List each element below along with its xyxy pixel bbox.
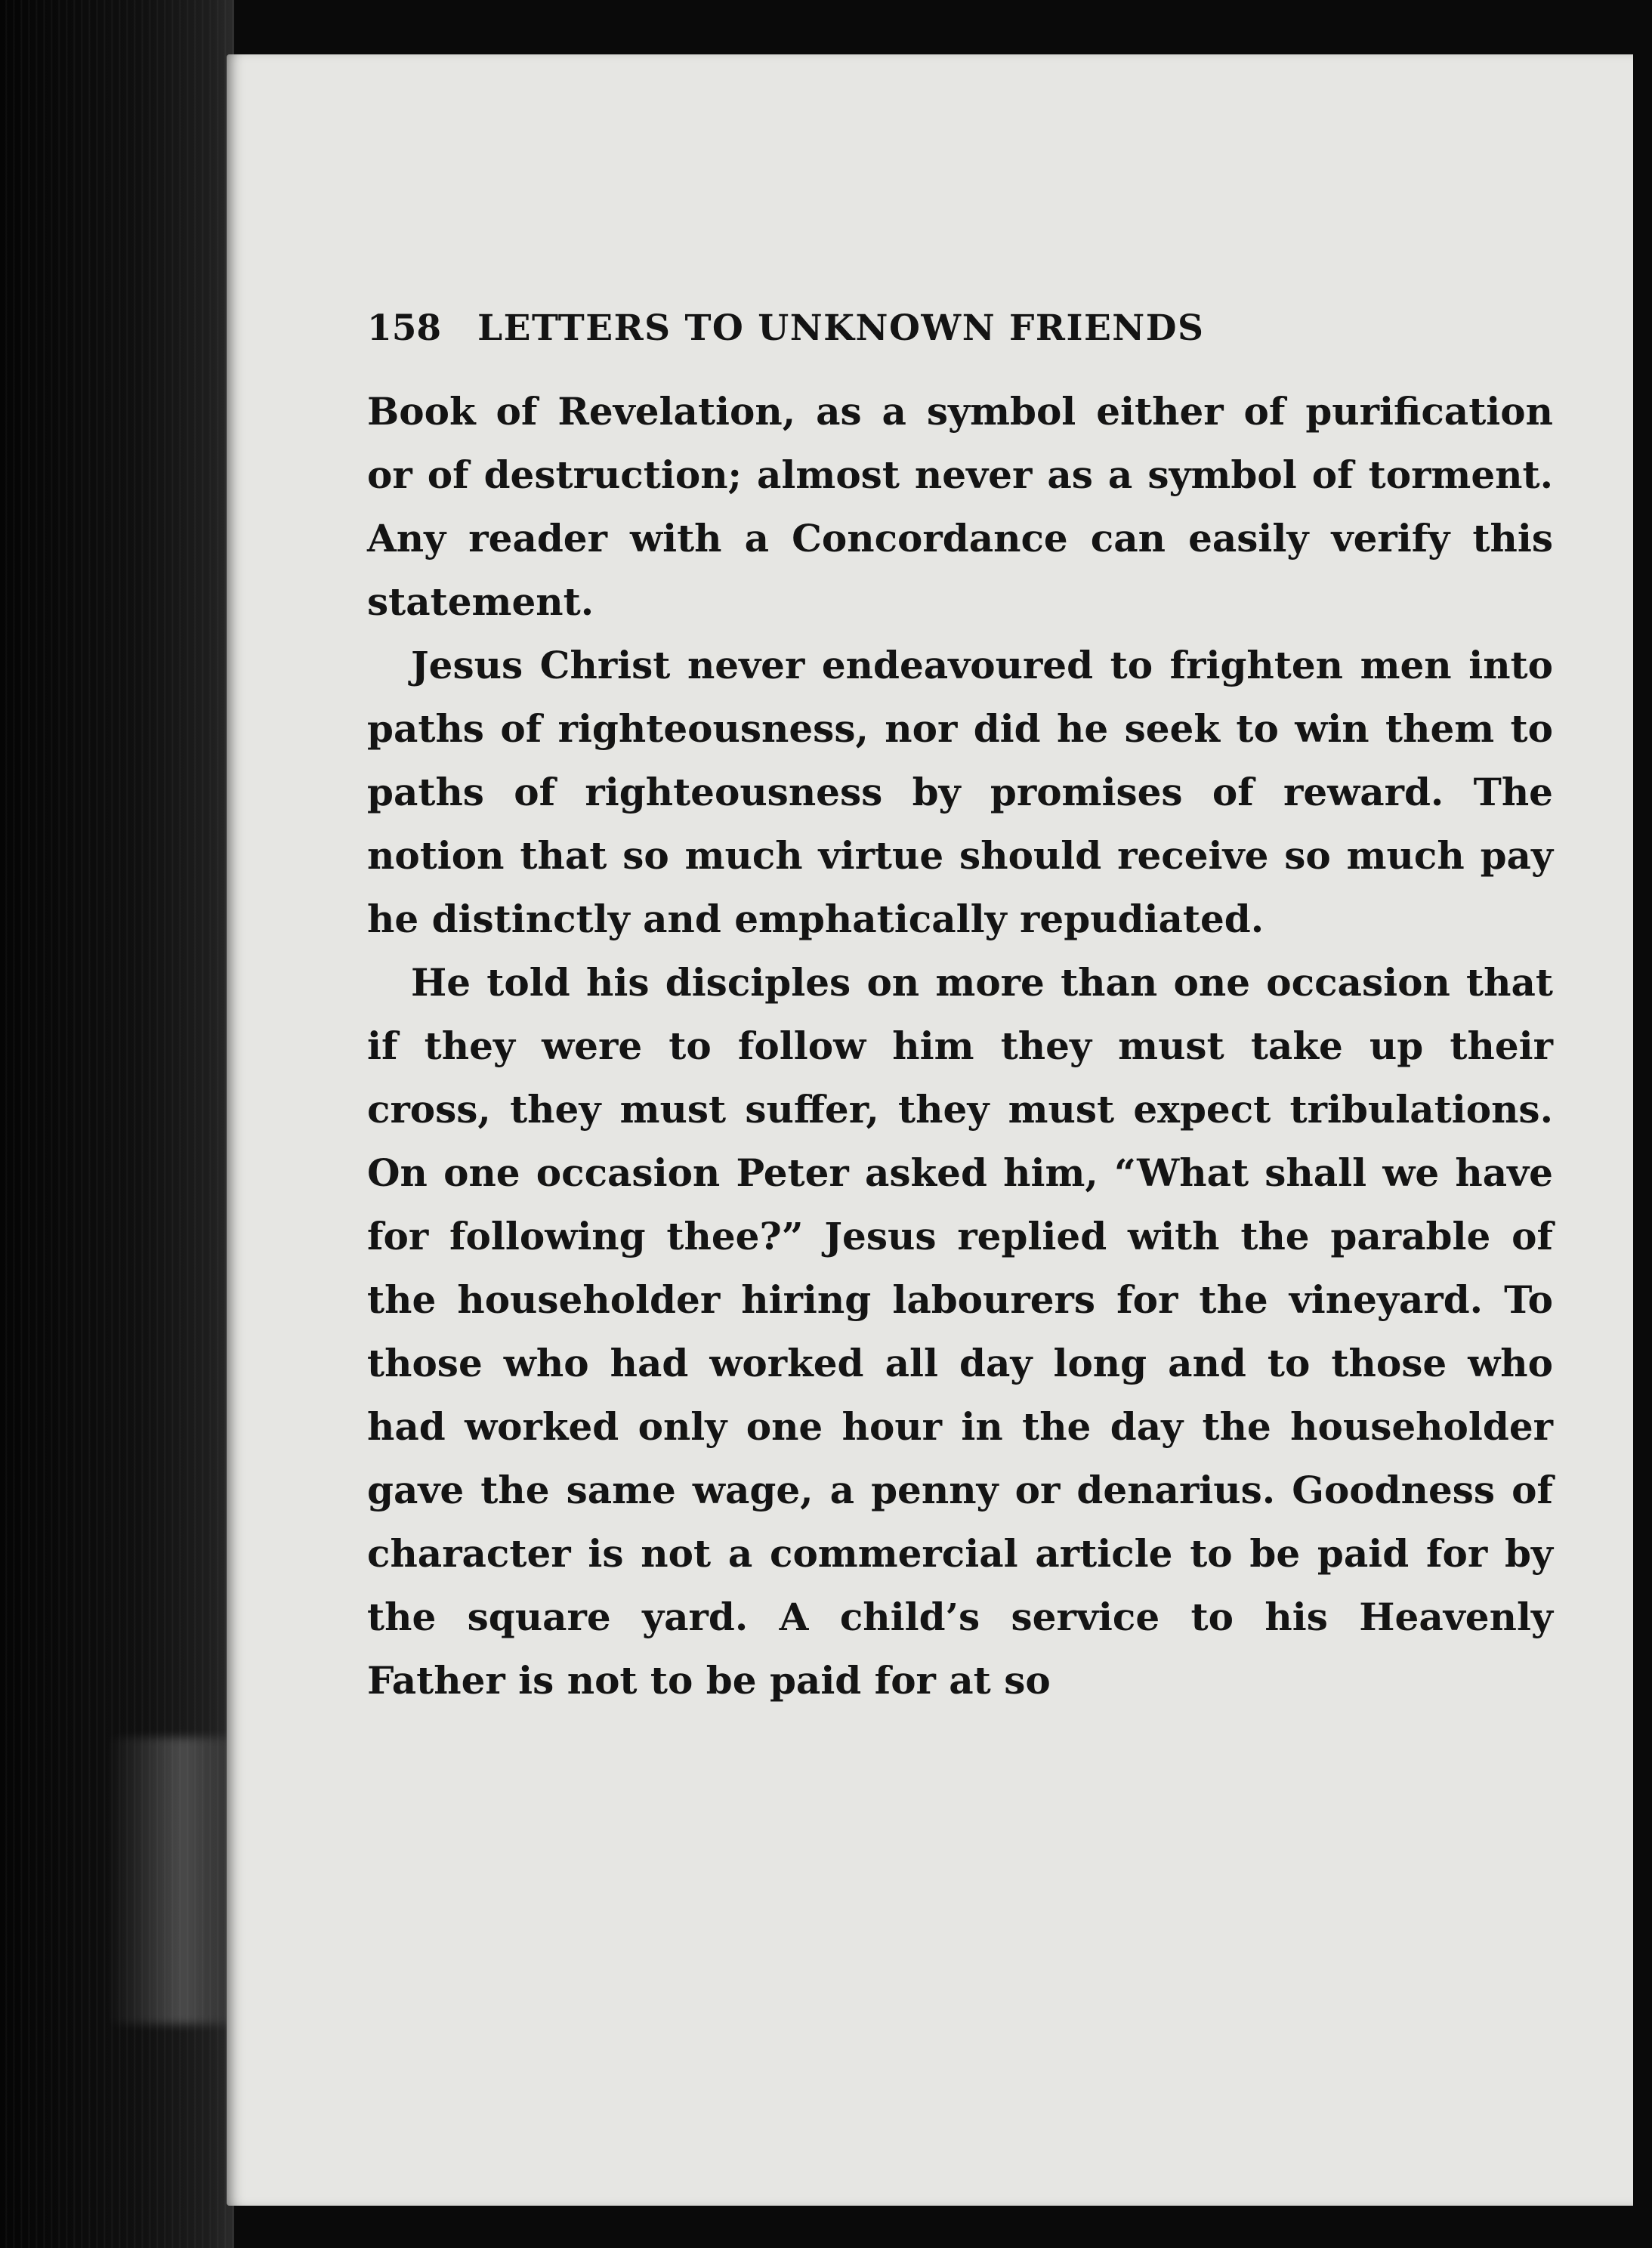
paragraph-1: Book of Revelation, as a symbol either of purification or of destruction; almost never as a symbol of torment. Any reader with a Concordance can easily verify this statement. [367,389,1553,624]
page-content [367,298,1553,1712]
scan-glare [106,1737,234,2024]
paragraph-2: Jesus Christ never endeavoured to frighten men into paths of righteousness, nor did he seek to win them to paths of righteousness by promises of reward. The notion that so much virtue should receive so much pay he distinctly and emphatically repudiated. [367,643,1553,941]
running-header [367,298,1553,359]
page-number: 158 [367,307,442,349]
paragraph-3: He told his disciples on more than one occasion that if they were to follow him they must take up their cross, they must suffer, they must expect tribulations. On one occasion Peter asked him, “What shall we have for following thee?” Jesus replied with the parable of the householder hiring labourers for the vineyard. To those who had worked all day long and to those who had worked only one hour in the day the householder gave the same wage, a penny or denarius. Goodness of character is not a commercial article to be paid for by the square yard. A child’s service to his Heavenly Father is not to be paid for at so [367,960,1553,1703]
running-head-title: LETTERS TO UNKNOWN FRIENDS [477,307,1205,349]
